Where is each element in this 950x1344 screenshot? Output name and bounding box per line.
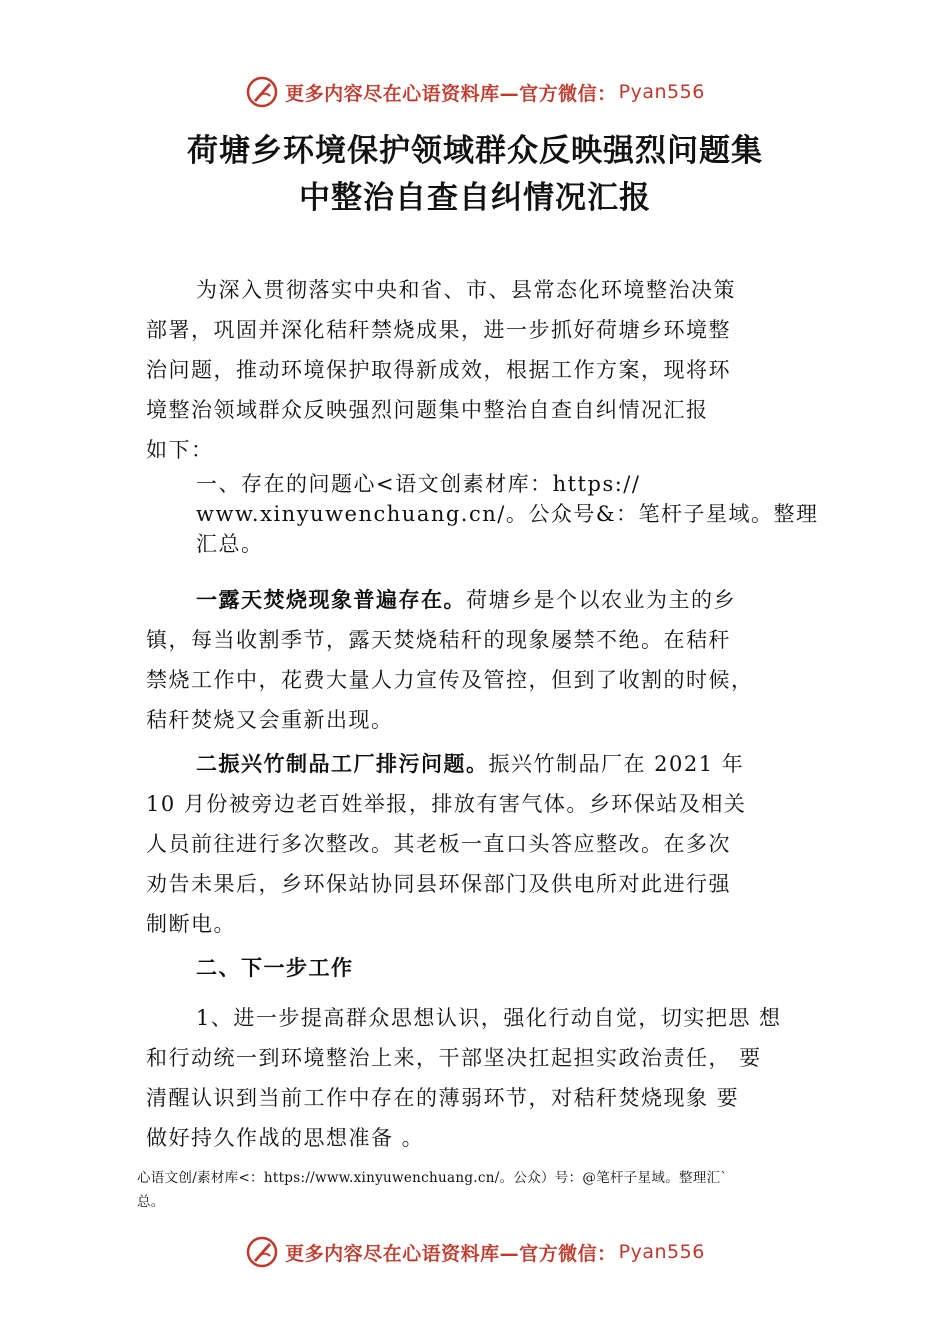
section-1-line: 汇总。 xyxy=(196,532,264,556)
quill-circle-icon xyxy=(245,1235,279,1269)
intro-line: 为深入贯彻落实中央和省、市、县常态化环境整治决策 xyxy=(196,278,736,302)
title-line-1: 荷塘乡环境保护领域群众反映强烈问题集 xyxy=(187,133,763,169)
issue-1-text: 荷塘乡是个以农业为主的乡 xyxy=(466,588,736,612)
section-1-line: 一、存在的问题心<语文创素材库：https:// xyxy=(196,472,641,496)
issue-1-line: 禁烧工作中，花费大量人力宣传及管控，但到了收割的时候， xyxy=(146,668,754,692)
issue-2-line: 人员前往进行多次整改。其老板一直口头答应整改。在多次 xyxy=(146,832,731,856)
item-1-line: 和行动统一到环境整治上来，干部坚决扛起担实政治责任， 要 xyxy=(146,1046,762,1070)
issue-2-line: 10 月份被旁边老百姓举报，排放有害气体。乡环保站及相关 xyxy=(146,792,747,816)
intro-paragraph xyxy=(146,270,822,470)
intro-line: 境整治领域群众反映强烈问题集中整治自查自纠情况汇报 xyxy=(146,398,709,422)
issue-1-paragraph xyxy=(146,580,822,740)
issue-1-line: 镇，每当收割季节，露天焚烧秸秆的现象屡禁不绝。在秸秆 xyxy=(146,628,731,652)
item-1-line: 清醒认识到当前工作中存在的薄弱环节，对秸秆焚烧现象 要 xyxy=(146,1086,740,1110)
banner-wechat-id: Pyan556 xyxy=(618,1241,705,1263)
intro-line: 治问题，推动环境保护取得新成效，根据工作方案，现将环 xyxy=(146,358,731,382)
document-title xyxy=(100,128,850,222)
issue-2-line: 制断电。 xyxy=(146,912,236,936)
item-1-line: 1、进一步提高群众思想认识，强化行动自觉，切实把思 想 xyxy=(196,1006,782,1030)
footer-note xyxy=(137,1166,837,1214)
item-1-paragraph xyxy=(146,998,836,1158)
issue-1-line-1 xyxy=(146,580,822,620)
section-1-line: www.xinyuwenchuang.cn/。公众号&：笔杆子星域。整理 xyxy=(196,502,819,526)
section-2-heading xyxy=(146,948,822,988)
issue-2-line: 劝告未果后，乡环保站协同县环保部门及供电所对此进行强 xyxy=(146,872,731,896)
issue-2-heading: 二振兴竹制品工厂排污问题。 xyxy=(196,752,489,776)
banner-text: 更多内容尽在心语资料库—官方微信： xyxy=(285,82,617,105)
banner-text: 更多内容尽在心语资料库—官方微信： xyxy=(285,1242,617,1265)
issue-2-text: 振兴竹制品厂在 2021 年 xyxy=(488,752,745,776)
issue-1-heading: 一露天焚烧现象普遍存在。 xyxy=(196,588,466,612)
issue-2-paragraph xyxy=(146,744,822,944)
section-2-title: 二、下一步工作 xyxy=(196,956,354,980)
footer-note-line: 总。 xyxy=(137,1194,165,1210)
title-line-2: 中整治自查自纠情况汇报 xyxy=(299,180,651,216)
quill-circle-icon xyxy=(245,75,279,109)
intro-line: 如下： xyxy=(146,438,214,462)
header-watermark-banner xyxy=(0,72,950,112)
footer-watermark-banner xyxy=(0,1232,950,1272)
item-1-line: 做好持久作战的思想准备 。 xyxy=(146,1126,425,1150)
footer-note-line: 心语文创/素材库<：https://www.xinyuwenchuang.cn/。公众）号：@笔杆子星域。整理汇` xyxy=(137,1170,728,1186)
section-1-heading xyxy=(146,469,822,559)
issue-1-line: 秸秆焚烧又会重新出现。 xyxy=(146,708,394,732)
issue-2-line-1 xyxy=(146,744,822,784)
banner-wechat-id: Pyan556 xyxy=(618,81,705,103)
intro-line: 部署，巩固并深化秸秆禁烧成果，进一步抓好荷塘乡环境整 xyxy=(146,318,731,342)
